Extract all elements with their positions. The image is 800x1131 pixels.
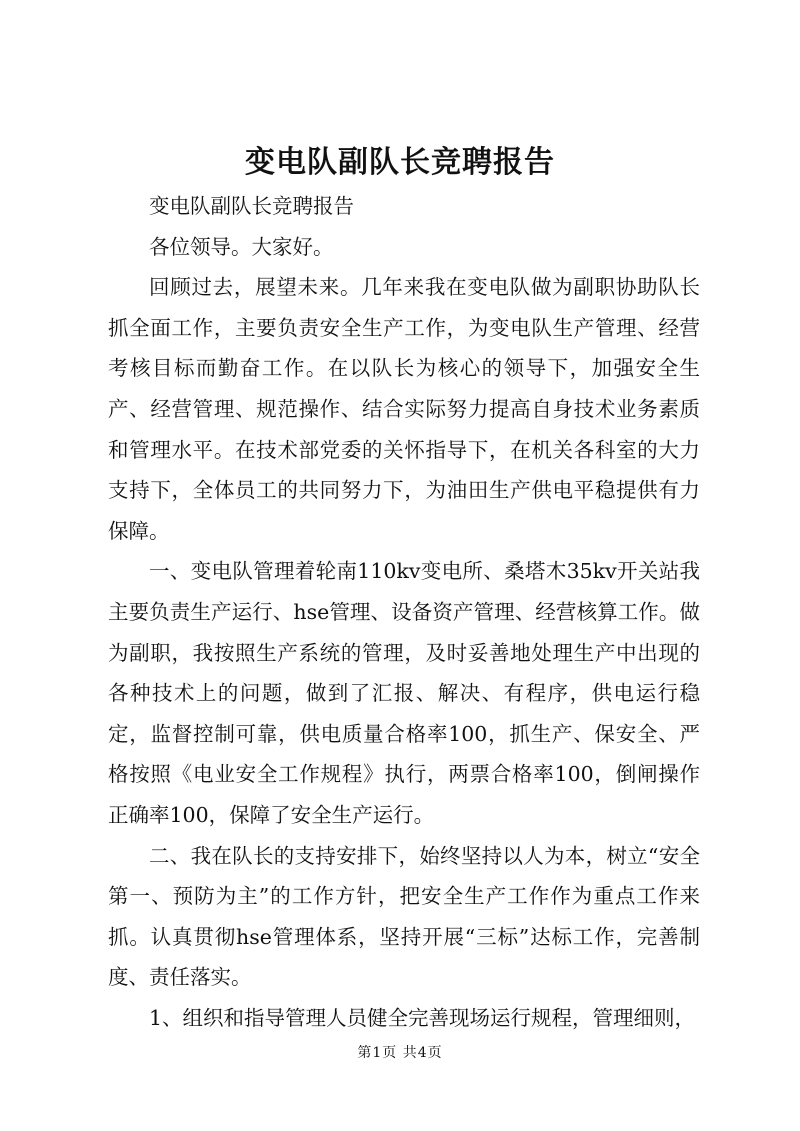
- document-body: [108, 186, 700, 1038]
- paragraph-greeting: 各位领导。大家好。: [149, 234, 334, 259]
- document-title: 变电队副队长竞聘报告: [245, 145, 555, 180]
- paragraph-section-one: 一、变电队管理着轮南110kv变电所、桑塔木35kv开关站我主要负责生产运行、hse管理、设备资产管理、经营核算工作。做为副职，我按照生产系统的管理，及时妥善地处理生产中出现的各种技术上的问题，做到了汇报、解决、有程序，供电运行稳定，监督控制可靠，供电质量合格率100，抓生产、保安全、严格按照《电业安全工作规程》执行，两票合格率100，倒闸操作正确率100，保障了安全生产运行。: [108, 559, 700, 827]
- page-footer: 第1页 共4页: [357, 1045, 443, 1061]
- paragraph-section-two: 二、我在队长的支持安排下，始终坚持以人为本，树立“安全第一、预防为主”的工作方针，把安全生产工作作为重点工作来抓。认真贯彻hse管理体系，坚持开展“三标”达标工作，完善制度、责任落实。: [108, 843, 700, 990]
- paragraph-review: 回顾过去，展望未来。几年来我在变电队做为副职协助队长抓全面工作，主要负责安全生产工作，为变电队生产管理、经营考核目标而勤奋工作。在以队长为核心的领导下，加强安全生产、经营管理、规范操作、结合实际努力提高自身技术业务素质和管理水平。在技术部党委的关怀指导下，在机关各科室的大力支持下，全体员工的共同努力下，为油田生产供电平稳提供有力保障。: [108, 275, 700, 543]
- paragraph-heading-repeat: 变电队副队长竞聘报告: [149, 194, 354, 218]
- paragraph-item-one: 1、组织和指导管理人员健全完善现场运行规程，管理细则，: [149, 1005, 696, 1030]
